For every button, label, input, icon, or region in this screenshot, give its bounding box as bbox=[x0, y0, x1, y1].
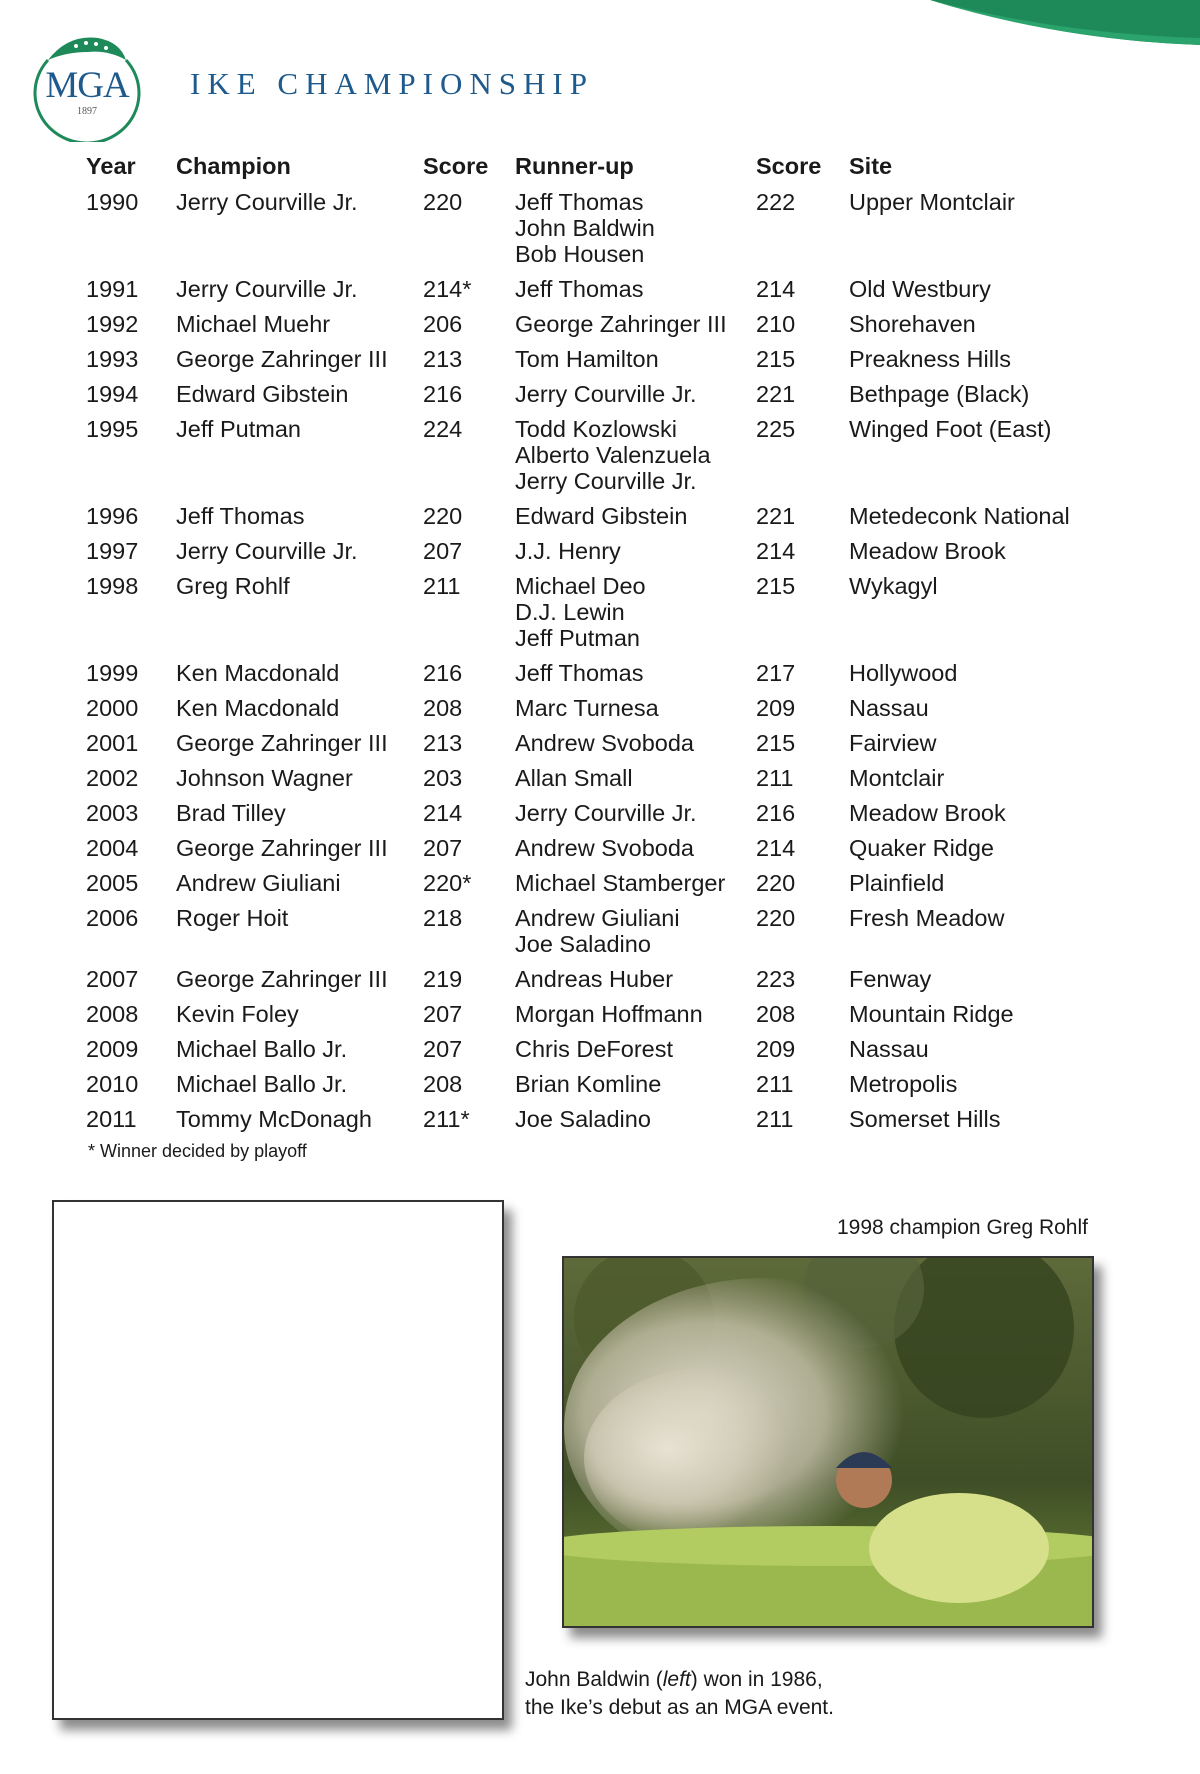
year-cell: 1995 bbox=[86, 416, 139, 442]
score-cell: 218 bbox=[423, 905, 463, 931]
year-cell: 1998 bbox=[86, 573, 139, 599]
runner-score-cell: 209 bbox=[756, 695, 796, 721]
table-row bbox=[86, 865, 1109, 900]
greg-rohlf-photo bbox=[562, 1256, 1094, 1628]
table-row bbox=[86, 725, 1109, 760]
site-cell: Nassau bbox=[849, 1036, 929, 1062]
runner-score-cell: 208 bbox=[756, 1001, 796, 1027]
runner-up-name: Morgan Hoffmann bbox=[515, 1001, 703, 1027]
score-cell: 216 bbox=[423, 381, 463, 407]
runner-score-cell: 214 bbox=[756, 538, 796, 564]
table-row bbox=[86, 271, 1109, 306]
champion-cell: Roger Hoit bbox=[176, 905, 289, 931]
table-row bbox=[86, 830, 1109, 865]
table-row bbox=[86, 306, 1109, 341]
site-cell: Bethpage (Black) bbox=[849, 381, 1030, 407]
year-cell: 1997 bbox=[86, 538, 139, 564]
playoff-footnote: * Winner decided by playoff bbox=[88, 1141, 307, 1161]
runner-up-name: Jeff Thomas bbox=[515, 276, 644, 302]
runner-up-cell bbox=[515, 341, 756, 376]
table-row bbox=[86, 568, 1109, 655]
score-cell: 207 bbox=[423, 835, 463, 861]
caption-text-before: John Baldwin ( bbox=[525, 1668, 663, 1691]
logo-year: 1897 bbox=[77, 106, 97, 117]
champion-cell: Michael Ballo Jr. bbox=[176, 1036, 348, 1062]
champion-cell: Michael Ballo Jr. bbox=[176, 1071, 348, 1097]
table-row bbox=[86, 411, 1109, 498]
runner-up-cell bbox=[515, 961, 756, 996]
runner-up-name: Joe Saladino bbox=[515, 931, 651, 957]
site-cell: Somerset Hills bbox=[849, 1106, 1001, 1132]
table-row bbox=[86, 184, 1109, 271]
runner-score-cell: 221 bbox=[756, 381, 796, 407]
runner-up-name: Joe Saladino bbox=[515, 1106, 651, 1132]
site-cell: Metedeconk National bbox=[849, 503, 1070, 529]
site-cell: Old Westbury bbox=[849, 276, 991, 302]
site-cell: Plainfield bbox=[849, 870, 945, 896]
champion-cell: Jerry Courville Jr. bbox=[176, 189, 358, 215]
runner-up-name: Bob Housen bbox=[515, 241, 645, 267]
runner-up-name: Brian Komline bbox=[515, 1071, 662, 1097]
score-cell: 203 bbox=[423, 765, 463, 791]
champion-cell: Andrew Giuliani bbox=[176, 870, 341, 896]
site-cell: Meadow Brook bbox=[849, 800, 1006, 826]
runner-score-cell: 211 bbox=[756, 765, 794, 791]
mga-logo-icon bbox=[28, 30, 146, 142]
year-cell: 2008 bbox=[86, 1001, 139, 1027]
results-table bbox=[86, 148, 1109, 1136]
year-cell: 2002 bbox=[86, 765, 139, 791]
runner-up-cell bbox=[515, 568, 756, 655]
runner-up-name: Marc Turnesa bbox=[515, 695, 659, 721]
site-cell: Montclair bbox=[849, 765, 945, 791]
site-cell: Metropolis bbox=[849, 1071, 958, 1097]
score-cell: 207 bbox=[423, 538, 463, 564]
runner-up-cell bbox=[515, 498, 756, 533]
caption-text-after: ) won in 1986, bbox=[690, 1668, 823, 1691]
champion-cell: Jeff Putman bbox=[176, 416, 301, 442]
runner-score-cell: 220 bbox=[756, 870, 796, 896]
runner-up-cell bbox=[515, 533, 756, 568]
runner-score-cell: 215 bbox=[756, 573, 796, 599]
site-cell: Fairview bbox=[849, 730, 937, 756]
runner-up-cell bbox=[515, 306, 756, 341]
site-cell: Quaker Ridge bbox=[849, 835, 994, 861]
runner-up-name: Allan Small bbox=[515, 765, 633, 791]
champion-cell: George Zahringer III bbox=[176, 346, 388, 372]
table-row bbox=[86, 961, 1109, 996]
runner-up-cell bbox=[515, 1066, 756, 1101]
table-row bbox=[86, 760, 1109, 795]
runner-up-name: Tom Hamilton bbox=[515, 346, 659, 372]
table-row bbox=[86, 1031, 1109, 1066]
score-cell: 213 bbox=[423, 346, 463, 372]
year-cell: 2006 bbox=[86, 905, 139, 931]
champion-cell: George Zahringer III bbox=[176, 966, 388, 992]
runner-up-name: Andrew Giuliani bbox=[515, 905, 680, 931]
site-cell: Winged Foot (East) bbox=[849, 416, 1052, 442]
header-site: Site bbox=[849, 152, 893, 179]
results-body bbox=[86, 184, 1109, 1136]
bottom-caption bbox=[525, 1666, 834, 1722]
year-cell: 1992 bbox=[86, 311, 139, 337]
table-row bbox=[86, 996, 1109, 1031]
runner-score-cell: 210 bbox=[756, 311, 796, 337]
runner-up-name: D.J. Lewin bbox=[515, 599, 625, 625]
photo-placeholder-frame bbox=[52, 1200, 504, 1720]
runner-up-name: George Zahringer III bbox=[515, 311, 727, 337]
score-cell: 208 bbox=[423, 1071, 463, 1097]
runner-up-cell bbox=[515, 760, 756, 795]
champion-cell: Johnson Wagner bbox=[176, 765, 353, 791]
runner-up-name: Andrew Svoboda bbox=[515, 835, 694, 861]
score-cell: 207 bbox=[423, 1001, 463, 1027]
runner-score-cell: 220 bbox=[756, 905, 796, 931]
table-header-row bbox=[86, 148, 1109, 184]
score-cell: 211* bbox=[423, 1106, 470, 1132]
year-cell: 1996 bbox=[86, 503, 139, 529]
runner-up-cell bbox=[515, 1101, 756, 1136]
site-cell: Nassau bbox=[849, 695, 929, 721]
runner-up-name: Jeff Thomas bbox=[515, 189, 644, 215]
site-cell: Shorehaven bbox=[849, 311, 976, 337]
runner-up-cell bbox=[515, 184, 756, 271]
score-cell: 216 bbox=[423, 660, 463, 686]
table-row bbox=[86, 795, 1109, 830]
champion-cell: George Zahringer III bbox=[176, 835, 388, 861]
runner-score-cell: 225 bbox=[756, 416, 796, 442]
score-cell: 214* bbox=[423, 276, 472, 302]
runner-up-name: Edward Gibstein bbox=[515, 503, 688, 529]
runner-score-cell: 222 bbox=[756, 189, 796, 215]
runner-score-cell: 211 bbox=[756, 1071, 794, 1097]
runner-score-cell: 214 bbox=[756, 276, 796, 302]
year-cell: 2003 bbox=[86, 800, 139, 826]
year-cell: 1999 bbox=[86, 660, 139, 686]
score-cell: 211 bbox=[423, 573, 461, 599]
header-score: Score bbox=[423, 152, 489, 179]
year-cell: 1994 bbox=[86, 381, 139, 407]
runner-up-cell bbox=[515, 830, 756, 865]
runner-up-name: Alberto Valenzuela bbox=[515, 442, 711, 468]
runner-up-cell bbox=[515, 376, 756, 411]
header-year: Year bbox=[86, 152, 136, 179]
runner-up-name: Chris DeForest bbox=[515, 1036, 674, 1062]
champion-cell: Greg Rohlf bbox=[176, 573, 290, 599]
champion-cell: Kevin Foley bbox=[176, 1001, 299, 1027]
runner-up-cell bbox=[515, 996, 756, 1031]
runner-score-cell: 217 bbox=[756, 660, 796, 686]
runner-up-name: Jerry Courville Jr. bbox=[515, 800, 697, 826]
green-swoosh-icon bbox=[900, 0, 1200, 60]
table-row bbox=[86, 341, 1109, 376]
runner-up-cell bbox=[515, 690, 756, 725]
champion-cell: Edward Gibstein bbox=[176, 381, 349, 407]
table-row bbox=[86, 376, 1109, 411]
table-row bbox=[86, 655, 1109, 690]
year-cell: 2009 bbox=[86, 1036, 139, 1062]
runner-up-name: Jerry Courville Jr. bbox=[515, 381, 697, 407]
site-cell: Hollywood bbox=[849, 660, 958, 686]
year-cell: 2000 bbox=[86, 695, 139, 721]
champion-cell: Jeff Thomas bbox=[176, 503, 305, 529]
year-cell: 1991 bbox=[86, 276, 139, 302]
runner-up-cell bbox=[515, 865, 756, 900]
runner-up-cell bbox=[515, 900, 756, 961]
runner-up-cell bbox=[515, 1031, 756, 1066]
runner-up-name: Andreas Huber bbox=[515, 966, 674, 992]
header-runner-score: Score bbox=[756, 152, 822, 179]
site-cell: Preakness Hills bbox=[849, 346, 1011, 372]
runner-up-name: Todd Kozlowski bbox=[515, 416, 677, 442]
site-cell: Fenway bbox=[849, 966, 932, 992]
year-cell: 2011 bbox=[86, 1106, 137, 1132]
runner-up-name: John Baldwin bbox=[515, 215, 655, 241]
year-cell: 2004 bbox=[86, 835, 139, 861]
champion-cell: Jerry Courville Jr. bbox=[176, 538, 358, 564]
score-cell: 224 bbox=[423, 416, 463, 442]
header-champion: Champion bbox=[176, 152, 291, 179]
score-cell: 220 bbox=[423, 503, 463, 529]
runner-up-name: Jeff Putman bbox=[515, 625, 640, 651]
champion-cell: Ken Macdonald bbox=[176, 660, 340, 686]
runner-up-name: J.J. Henry bbox=[515, 538, 621, 564]
runner-score-cell: 209 bbox=[756, 1036, 796, 1062]
logo-text: MGA bbox=[45, 65, 129, 106]
runner-score-cell: 215 bbox=[756, 730, 796, 756]
champion-cell: Tommy McDonagh bbox=[176, 1106, 372, 1132]
site-cell: Meadow Brook bbox=[849, 538, 1006, 564]
site-cell: Upper Montclair bbox=[849, 189, 1015, 215]
site-cell: Wykagyl bbox=[849, 573, 938, 599]
site-cell: Mountain Ridge bbox=[849, 1001, 1014, 1027]
runner-score-cell: 215 bbox=[756, 346, 796, 372]
score-cell: 213 bbox=[423, 730, 463, 756]
runner-score-cell: 221 bbox=[756, 503, 796, 529]
header-runner-up: Runner-up bbox=[515, 152, 634, 179]
score-cell: 220 bbox=[423, 189, 463, 215]
table-row bbox=[86, 690, 1109, 725]
score-cell: 214 bbox=[423, 800, 463, 826]
runner-score-cell: 216 bbox=[756, 800, 796, 826]
champion-cell: Jerry Courville Jr. bbox=[176, 276, 358, 302]
runner-up-name: Andrew Svoboda bbox=[515, 730, 694, 756]
year-cell: 2010 bbox=[86, 1071, 139, 1097]
champion-cell: George Zahringer III bbox=[176, 730, 388, 756]
runner-score-cell: 211 bbox=[756, 1106, 794, 1132]
runner-up-cell bbox=[515, 271, 756, 306]
score-cell: 208 bbox=[423, 695, 463, 721]
runner-up-cell bbox=[515, 725, 756, 760]
score-cell: 219 bbox=[423, 966, 463, 992]
runner-up-name: Michael Stamberger bbox=[515, 870, 726, 896]
table-row bbox=[86, 1066, 1109, 1101]
table-row bbox=[86, 900, 1109, 961]
year-cell: 2005 bbox=[86, 870, 139, 896]
runner-up-name: Jerry Courville Jr. bbox=[515, 468, 697, 494]
runner-up-cell bbox=[515, 795, 756, 830]
score-cell: 206 bbox=[423, 311, 463, 337]
table-row bbox=[86, 533, 1109, 568]
year-cell: 1993 bbox=[86, 346, 139, 372]
runner-up-name: Michael Deo bbox=[515, 573, 646, 599]
table-row bbox=[86, 1101, 1109, 1136]
runner-score-cell: 223 bbox=[756, 966, 796, 992]
champion-cell: Brad Tilley bbox=[176, 800, 286, 826]
year-cell: 2007 bbox=[86, 966, 139, 992]
page-title: IKE CHAMPIONSHIP bbox=[190, 66, 594, 101]
caption-text-italic: left bbox=[662, 1668, 691, 1691]
runner-up-cell bbox=[515, 411, 756, 498]
runner-up-cell bbox=[515, 655, 756, 690]
runner-up-name: Jeff Thomas bbox=[515, 660, 644, 686]
caption-text-line2: the Ike’s debut as an MGA event. bbox=[525, 1696, 834, 1719]
photo-caption: 1998 champion Greg Rohlf bbox=[837, 1216, 1088, 1239]
year-cell: 1990 bbox=[86, 189, 139, 215]
table-row bbox=[86, 498, 1109, 533]
site-cell: Fresh Meadow bbox=[849, 905, 1005, 931]
year-cell: 2001 bbox=[86, 730, 139, 756]
score-cell: 207 bbox=[423, 1036, 463, 1062]
champion-cell: Ken Macdonald bbox=[176, 695, 340, 721]
score-cell: 220* bbox=[423, 870, 472, 896]
runner-score-cell: 214 bbox=[756, 835, 796, 861]
champion-cell: Michael Muehr bbox=[176, 311, 331, 337]
